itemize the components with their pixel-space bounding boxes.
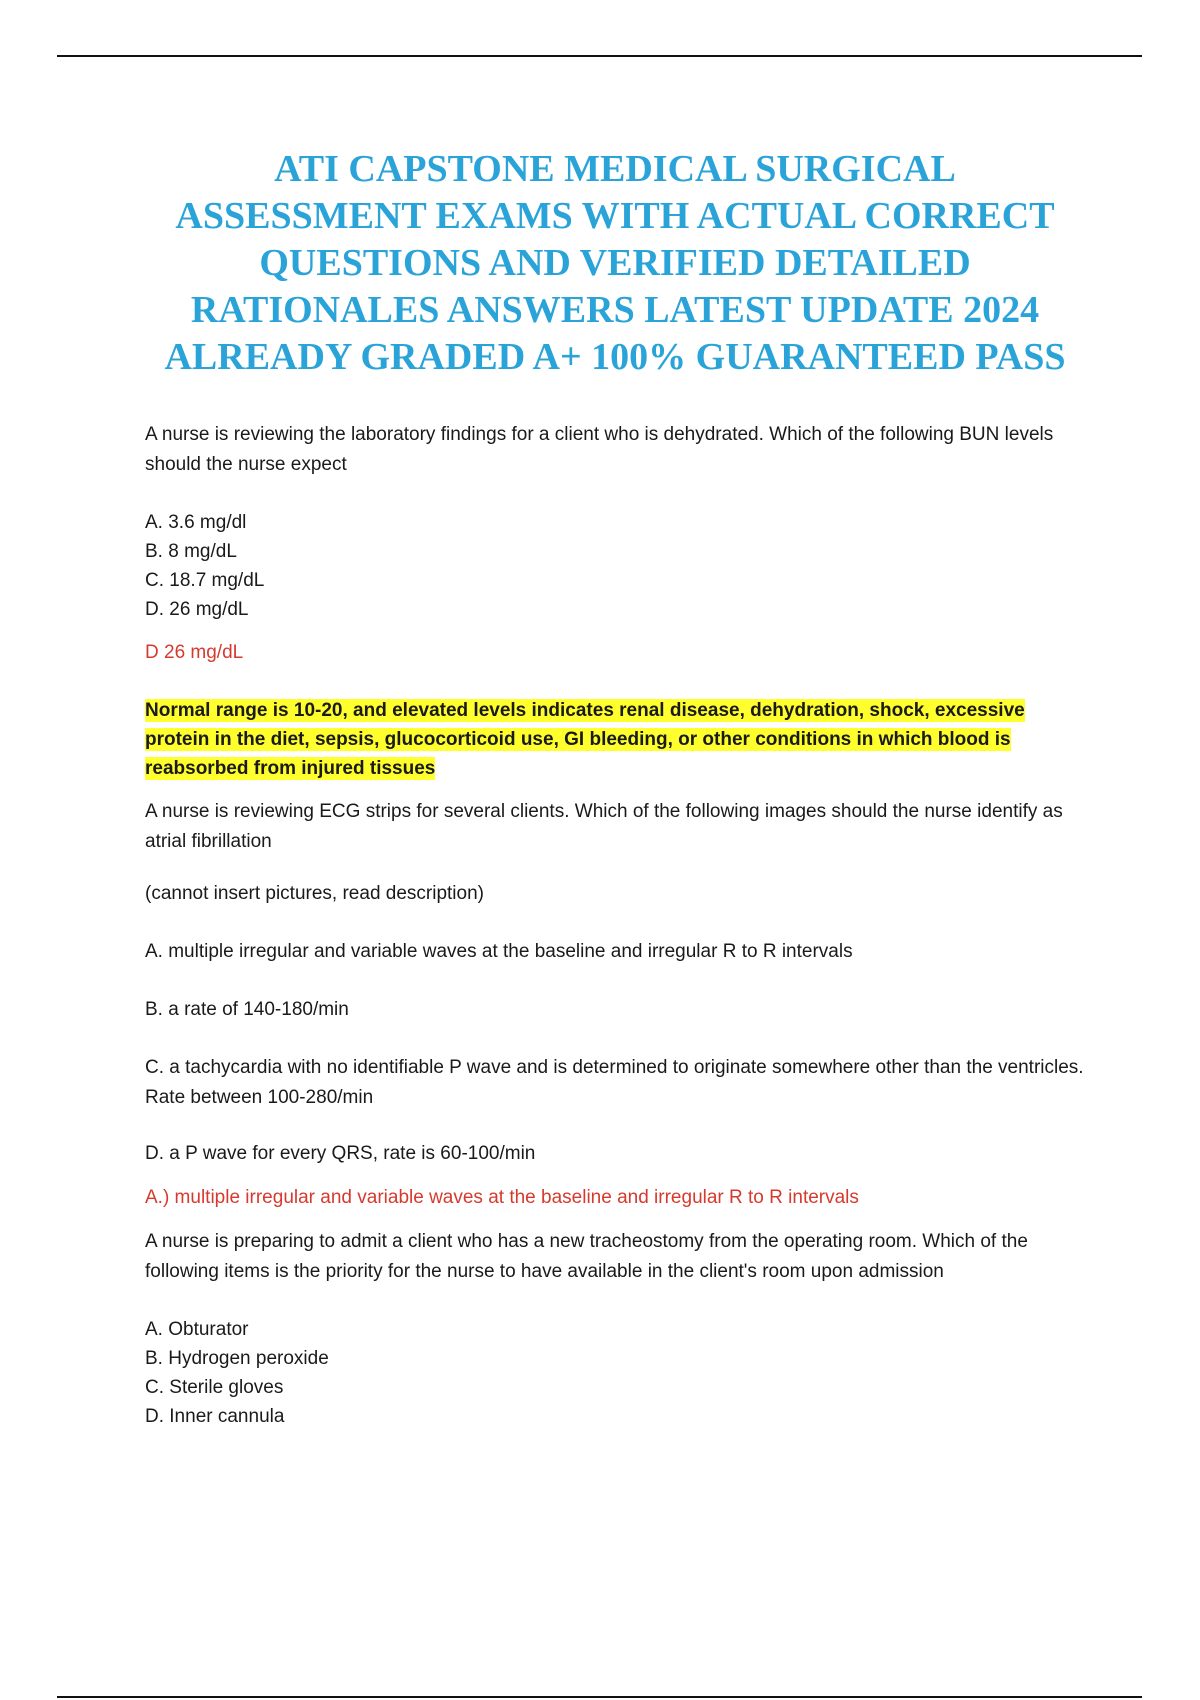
document-title (110, 146, 1120, 381)
document-body (145, 420, 1095, 1431)
option: A. multiple irregular and variable waves at the baseline and irregular R to R intervals (145, 941, 853, 962)
option: B. Hydrogen peroxide (145, 1348, 329, 1369)
question-2-answer: A.) multiple irregular and variable waves at the baseline and irregular R to R intervals (145, 1187, 859, 1208)
question-2-note: (cannot insert pictures, read description) (145, 883, 484, 904)
rationale-line: protein in the diet, sepsis, glucocorticoid use, GI bleeding, or other conditions in which blood is (145, 729, 1011, 750)
rationale-line: reabsorbed from injured tissues (145, 758, 436, 779)
title-line: ASSESSMENT EXAMS WITH ACTUAL CORRECT (175, 195, 1055, 237)
question-1-stem: A nurse is reviewing the laboratory findings for a client who is dehydrated. Which of the following BUN levels should the nurse expect (145, 424, 1054, 475)
option: D. Inner cannula (145, 1406, 285, 1427)
option: C. 18.7 mg/dL (145, 570, 265, 591)
top-rule (57, 55, 1142, 57)
question-3-stem: A nurse is preparing to admit a client who has a new tracheostomy from the operating room. Which of the following items is the priority for the nurse to have available in the client's room upon admission (145, 1231, 1028, 1282)
title-line: ATI CAPSTONE MEDICAL SURGICAL (274, 148, 956, 190)
option: A. 3.6 mg/dl (145, 512, 247, 533)
question-1-answer: D 26 mg/dL (145, 642, 244, 663)
title-line: RATIONALES ANSWERS LATEST UPDATE 2024 (190, 289, 1040, 331)
title-line: ALREADY GRADED A+ 100% GUARANTEED PASS (164, 336, 1066, 378)
question-3-options (145, 1315, 1095, 1431)
rationale-line: Normal range is 10-20, and elevated levels indicates renal disease, dehydration, shock, excessive (145, 700, 1025, 721)
title-line: QUESTIONS AND VERIFIED DETAILED (259, 242, 971, 284)
question-1-rationale (145, 696, 1095, 783)
option: D. 26 mg/dL (145, 599, 249, 620)
option: D. a P wave for every QRS, rate is 60-100/min (145, 1143, 536, 1164)
option: B. 8 mg/dL (145, 541, 237, 562)
option: A. Obturator (145, 1319, 249, 1340)
bottom-rule (57, 1696, 1142, 1698)
option: C. Sterile gloves (145, 1377, 284, 1398)
option: B. a rate of 140-180/min (145, 999, 349, 1020)
question-2-stem: A nurse is reviewing ECG strips for several clients. Which of the following images should the nurse identify as atrial fibrillation (145, 801, 1063, 852)
option: C. a tachycardia with no identifiable P wave and is determined to originate somewhere other than the ventricles. Rate between 100-280/min (145, 1057, 1084, 1108)
question-1-options (145, 508, 1095, 624)
